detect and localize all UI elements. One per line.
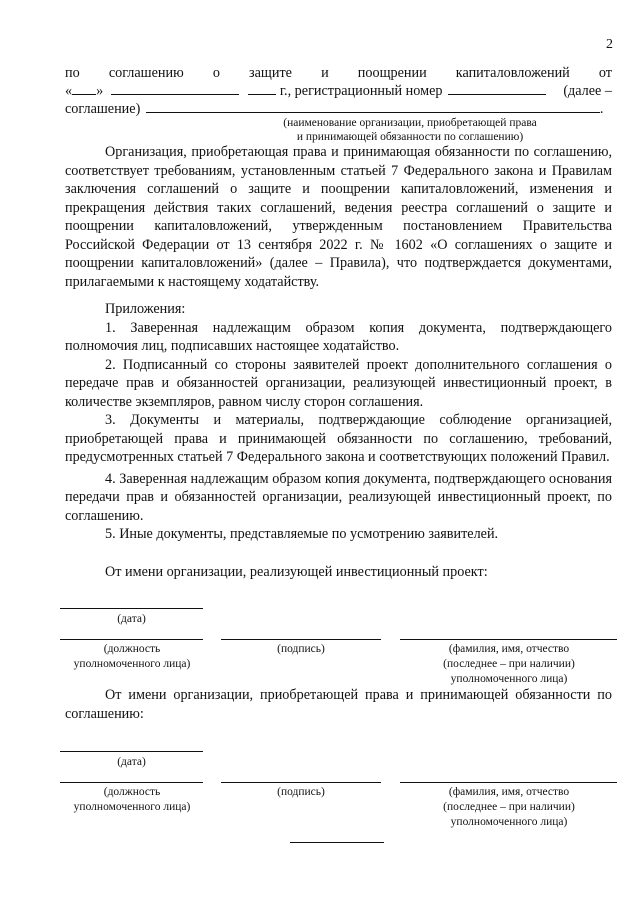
signature-caption: (подпись) [277, 643, 325, 655]
header-line-1 [65, 64, 612, 83]
header-word: о [212, 65, 220, 81]
position-line[interactable] [60, 639, 203, 640]
header-word: защите [249, 65, 292, 81]
caption-line: (наименование организации, приобретающей права [283, 117, 537, 129]
date-caption: (дата) [117, 756, 146, 768]
position-caption: (должность уполномоченного лица) [73, 643, 191, 670]
header-word: от [598, 65, 612, 81]
position-caption: (должность уполномоченного лица) [73, 786, 191, 813]
header-line-2 [65, 82, 612, 101]
signature-block-2-heading [65, 686, 612, 723]
name-line[interactable] [400, 639, 617, 640]
open-quote: « [65, 83, 73, 99]
header-word: соглашению [108, 65, 184, 81]
organization-caption [240, 116, 580, 144]
header-word: поощрении [357, 65, 427, 81]
attachment-item: 2. Подписанный со стороны заявителей проект дополнительного соглашения о передаче прав и обязанностей организации, реализующей инвестиционный проект, в количестве экземпляров, равном числу сторон соглашения. [65, 356, 612, 410]
attachments-section [65, 300, 612, 544]
main-paragraph-text: Организация, приобретающая права и принимающая обязанности по соглашению, соответствует требованиям, установленным статьей 7 Федерального закона и Правилам заключения соглашений о защите и поощрении капиталовложений, изменения и прекращения действия таких соглашений, ведения реестра соглашений о защите и поощрении капиталовложений, утвержденным постановлением Правительства Российской Федерации от 13 сентября 2022 г. № 1602 «О соглашениях о защите и поощрении капиталовложений» (далее – Правила), что подтверждается документами, прилагаемыми к настоящему ходатайству. [65, 144, 612, 290]
header-word: по [65, 65, 80, 81]
signature-heading: От имени организации, реализующей инвестиционный проект: [105, 564, 488, 580]
signature-heading: От имени организации, приобретающей права и принимающей обязанности по соглашению: [65, 687, 612, 722]
attachment-item: 5. Иные документы, представляемые по усмотрению заявителей. [105, 526, 499, 542]
month-blank[interactable] [111, 82, 239, 95]
organization-name-blank[interactable] [146, 100, 600, 113]
header-tail: (далее – [563, 83, 612, 99]
close-quote: » [96, 83, 104, 99]
registration-number-blank[interactable] [448, 82, 546, 95]
signature-caption: (подпись) [277, 786, 325, 798]
signature-block-1-heading [65, 563, 612, 582]
header-word: и [321, 65, 329, 81]
attachment-item: 1. Заверенная надлежащим образом копия документа, подтверждающего полномочия лиц, подписавших настоящее ходатайство. [65, 319, 612, 354]
header-word: капиталовложений [455, 65, 570, 81]
date-line[interactable] [60, 608, 203, 609]
line-end-period: . [599, 101, 604, 117]
end-divider [290, 842, 384, 843]
name-line[interactable] [400, 782, 617, 783]
caption-line: и принимающей обязанности по соглашению) [296, 131, 524, 143]
day-blank[interactable] [72, 82, 96, 95]
year-blank[interactable] [248, 82, 276, 95]
position-line[interactable] [60, 782, 203, 783]
signature-line[interactable] [221, 782, 381, 783]
attachment-item: 4. Заверенная надлежащим образом копия документа, подтверждающего основания передачи прав и обязанностей организации, реализующей инвестиционный проект, по соглашению. [65, 470, 612, 524]
name-caption: (фамилия, имя, отчество (последнее – при наличии) уполномоченного лица) [443, 643, 575, 685]
registration-label: г., регистрационный номер [279, 83, 443, 99]
date-line[interactable] [60, 751, 203, 752]
signature-line[interactable] [221, 639, 381, 640]
name-caption: (фамилия, имя, отчество (последнее – при наличии) уполномоченного лица) [443, 786, 575, 828]
date-caption: (дата) [117, 613, 146, 625]
agreement-label: соглашение) [65, 101, 141, 117]
main-paragraph [65, 143, 612, 291]
attachments-title: Приложения: [105, 301, 186, 317]
page-number: 2 [606, 37, 613, 52]
attachment-item: 3. Документы и материалы, подтверждающие соблюдение организацией, приобретающей права и принимающей обязанности по соглашению, требований, предусмотренных статьей 7 Федерального закона и соответствующих положений Правил. [65, 412, 612, 465]
